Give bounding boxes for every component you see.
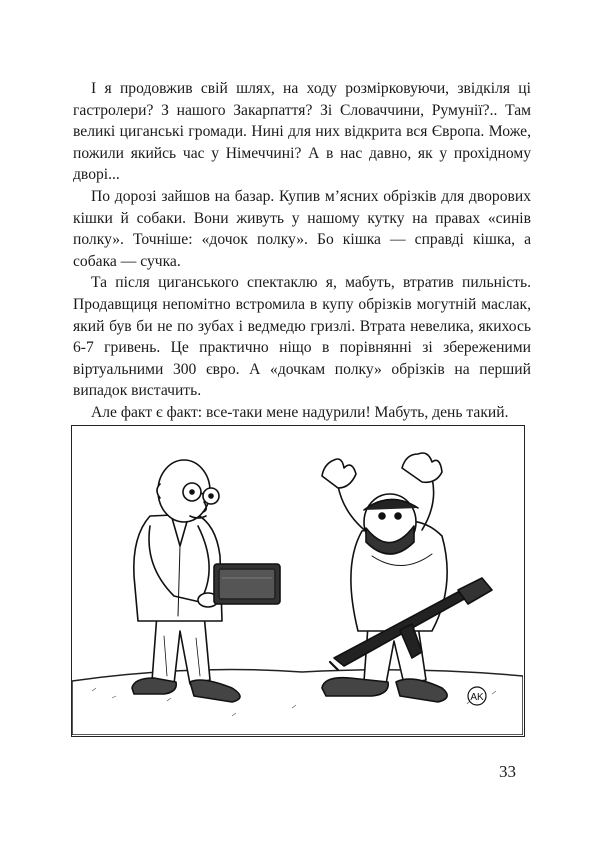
paragraph-1: І я продовжив свій шлях, на ходу розмірковуючи, звідкіля ці гастролери? З нашого Закарпаття? Зі Словаччини, Румунії?.. Там великі циганські громади. Нині для них відкрита вся Європа. Може, пожили якийсь час у Німеччині? А в нас давно, як у прохідному дворі... (73, 80, 531, 184)
bald-man-figure (132, 460, 280, 702)
paragraph-4: Але факт є факт: все-таки мене надурили! Мабуть, день такий. (91, 403, 509, 421)
page-number: 33 (499, 762, 516, 781)
paragraph-2: По дорозі зайшов на базар. Купив м’ясних обрізків для дворових кішки й собаки. Вони живуть у нашому кутку на правах «синів полку». Точніше: «дочок полку». Бо кішка — справді кішка, а собака — сучка. (73, 187, 531, 270)
body-text (73, 78, 531, 424)
cartoon-illustration (71, 425, 525, 737)
paragraph-3: Та після циганського спектаклю я, мабуть, втратив пильність. Продавщиця непомітно встромила в купу обрізків могутній маслак, який був би не по зубах і ведмедю гризлі. Втрата невелика, якихось 6-7 гривень. Це практично ніщо в порівнянні зі збереженими віртуальними 300 євро. А «дочкам полку» обрізків на перший випадок вистачить. (73, 274, 531, 400)
masked-figure (322, 453, 492, 702)
signature-text: AK (470, 692, 484, 703)
